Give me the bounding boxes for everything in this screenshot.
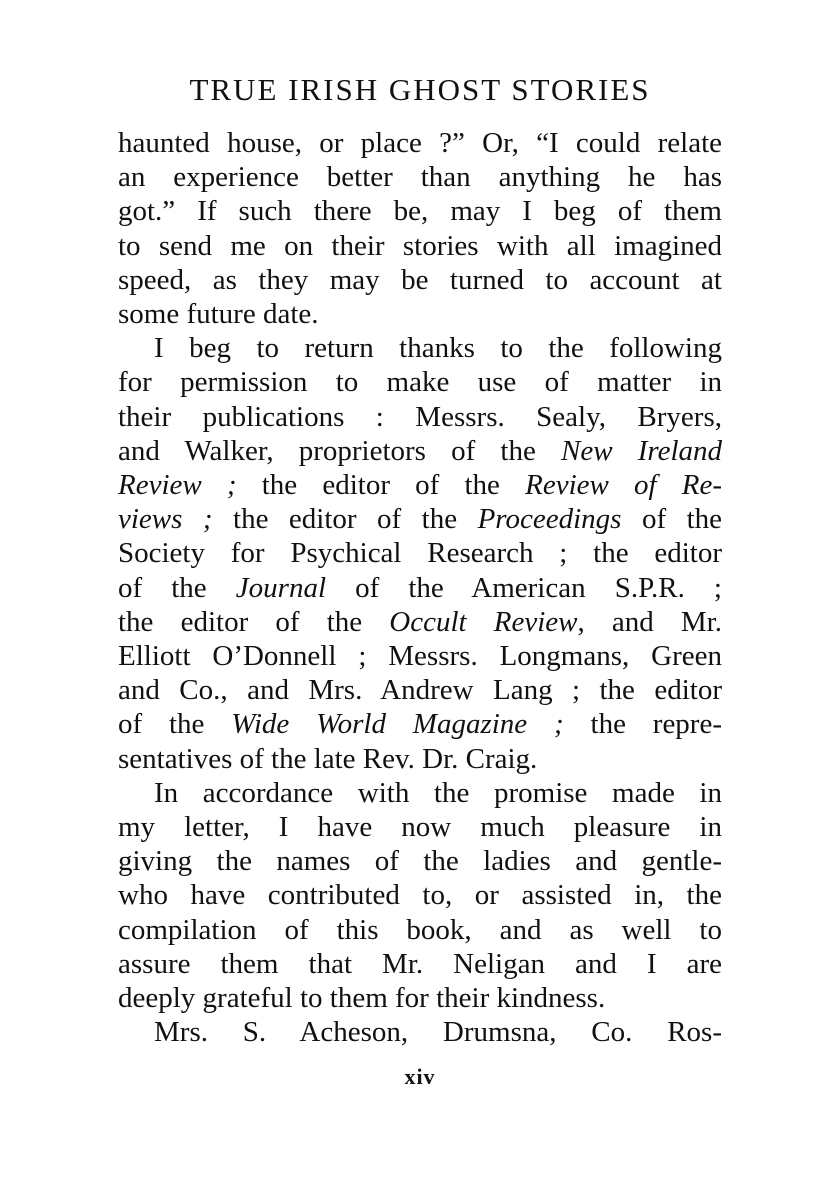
text-line: deeply grateful to them for their kindness. xyxy=(118,982,606,1015)
text-line: for permission to make use of matter in xyxy=(118,366,722,399)
italic-title: Wide World Magazine ; xyxy=(231,708,564,741)
text-line: I beg to return thanks to the following xyxy=(154,332,722,365)
text-line: In accordance with the promise made in xyxy=(154,776,722,809)
book-page xyxy=(118,70,722,1049)
text-line: an experience better than anything he has xyxy=(118,161,722,194)
text-line: Mrs. S. Acheson, Drumsna, Co. Ros- xyxy=(154,1016,722,1049)
text-line: giving the names of the ladies and gentle- xyxy=(118,845,722,878)
paragraph xyxy=(118,126,722,331)
text-line: their publications : Messrs. Sealy, Bryers, xyxy=(118,400,722,433)
text-line: Review ; the editor of the Review of Re- xyxy=(118,469,722,502)
text-line: views ; the editor of the Proceedings of the xyxy=(118,503,722,536)
italic-title: Proceedings xyxy=(477,503,622,536)
paragraph xyxy=(118,331,722,776)
text-line: speed, as they may be turned to account at xyxy=(118,263,722,296)
text-line: some future date. xyxy=(118,298,319,331)
italic-title: New Ireland xyxy=(561,434,722,467)
text-line: the editor of the Occult Review, and Mr. xyxy=(118,605,722,638)
text-line: compilation of this book, and as well to xyxy=(118,913,722,946)
text-line: Elliott O’Donnell ; Messrs. Longmans, Green xyxy=(118,640,722,673)
text-line: to send me on their stories with all imagined xyxy=(118,229,722,262)
text-line: Society for Psychical Research ; the editor xyxy=(118,537,722,570)
text-line: my letter, I have now much pleasure in xyxy=(118,811,722,844)
body-text xyxy=(118,126,722,1049)
text-line: haunted house, or place ?” Or, “I could relate xyxy=(118,127,722,159)
text-line: assure them that Mr. Neligan and I are xyxy=(118,947,722,980)
text-line: and Walker, proprietors of the New Ireland xyxy=(118,434,722,467)
text-line: and Co., and Mrs. Andrew Lang ; the editor xyxy=(118,674,722,707)
paragraph xyxy=(118,776,722,1015)
italic-title: Review ; xyxy=(118,469,237,502)
paragraph xyxy=(118,1015,722,1049)
running-head: TRUE IRISH GHOST STORIES xyxy=(189,72,651,107)
text-line: got.” If such there be, may I beg of them xyxy=(118,195,722,228)
text-line: who have contributed to, or assisted in, the xyxy=(118,879,722,912)
text-line: of the Journal of the American S.P.R. ; xyxy=(118,571,722,604)
italic-title: views ; xyxy=(118,503,213,536)
italic-title: Review of Re- xyxy=(525,469,722,502)
page-number: xiv xyxy=(404,1064,436,1089)
italic-title: Journal xyxy=(235,571,326,604)
italic-title: Occult Review xyxy=(389,605,578,638)
text-line: of the Wide World Magazine ; the repre- xyxy=(118,708,722,741)
text-line: sentatives of the late Rev. Dr. Craig. xyxy=(118,742,538,775)
